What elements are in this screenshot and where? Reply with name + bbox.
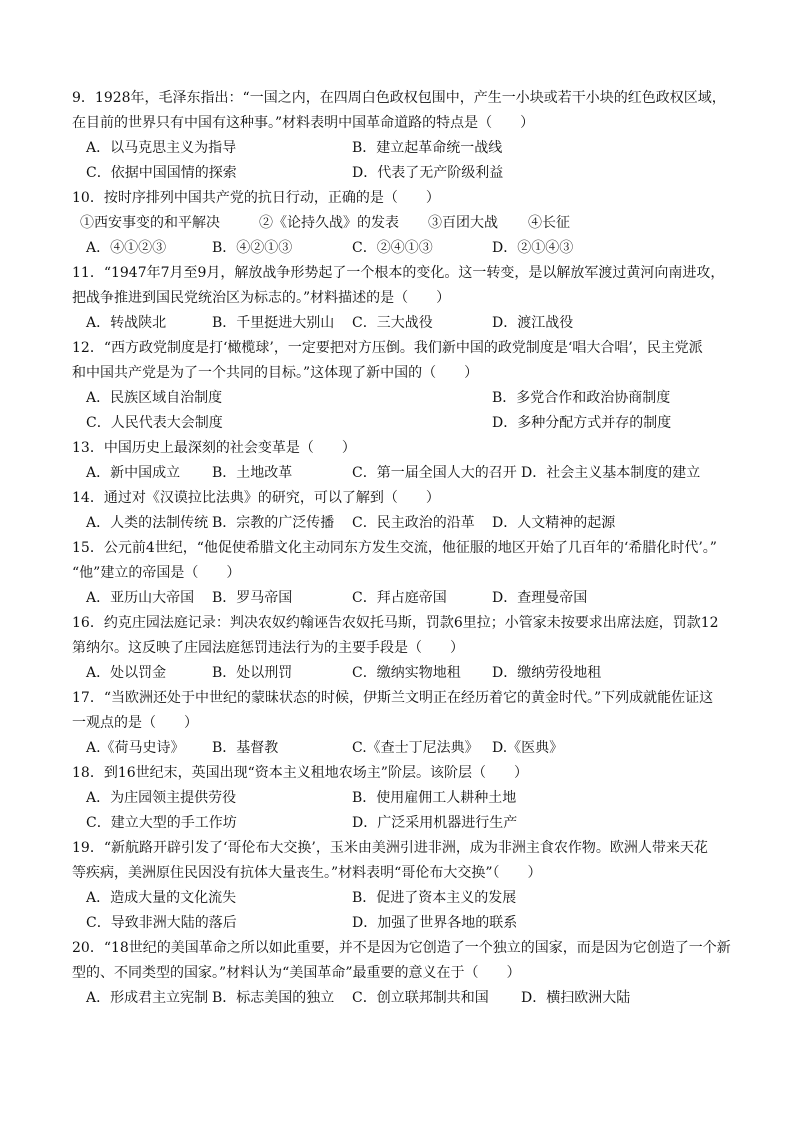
question-stem-line: 15．公元前4世纪，“他促使希腊文化主动同东方发生交流，他征服的地区开始了几百年的‘希腊化时代’。” (72, 540, 717, 556)
question-stem-line: 等疾病，美洲原住民因没有抗体大量丧生。”材料表明“哥伦布大交换”（ ） (72, 865, 542, 881)
option-b: B．使用雇佣工人耕种土地 (352, 790, 517, 806)
option-b: B．千里挺进大别山 (212, 315, 335, 331)
question-stem-line: 19．“新航路开辟引发了‘哥伦布大交换’，玉米由美洲引进非洲，成为非洲主食农作物。欧洲人带来天花 (72, 840, 708, 856)
option-d: D．加强了世界各地的联系 (352, 915, 518, 931)
question-stem-line: 一观点的是（ ） (72, 715, 198, 731)
option-c: C．拜占庭帝国 (352, 590, 447, 606)
question-stem-line: 和中国共产党是为了一个共同的目标。”这体现了新中国的（ ） (72, 365, 479, 381)
option-c: C．民主政治的沿革 (352, 515, 475, 531)
option-a: A．人类的法制传统 (86, 515, 209, 531)
question-stem-line: 把战争推进到国民党统治区为标志的。”材料描述的是（ ） (72, 290, 451, 306)
option-d: D．广泛采用机器进行生产 (352, 815, 518, 831)
option-d: D．②①④③ (492, 240, 574, 256)
option-d: D．社会主义基本制度的建立 (521, 465, 701, 481)
option-d: D．查理曼帝国 (492, 590, 588, 606)
sequence-item: ②《论持久战》的发表 (259, 215, 399, 231)
option-a: A．转战陕北 (86, 315, 167, 331)
option-c: C．依据中国国情的探索 (86, 165, 237, 181)
option-a: A.《荷马史诗》 (86, 740, 185, 756)
question-stem-line: 在目前的世界只有中国有这种事。”材料表明中国革命道路的特点是（ ） (72, 115, 535, 131)
option-d: D．渡江战役 (492, 315, 574, 331)
option-b: B．建立起革命统一战线 (352, 140, 503, 156)
option-d: D．横扫欧洲大陆 (521, 990, 631, 1006)
option-c: C．人民代表大会制度 (86, 415, 223, 431)
option-c: C．导致非洲大陆的落后 (86, 915, 237, 931)
option-a: A．民族区域自治制度 (86, 390, 223, 406)
option-d: D．人文精神的起源 (492, 515, 616, 531)
option-b: B．土地改革 (212, 465, 293, 481)
sequence-item: ④长征 (528, 215, 570, 231)
option-a: A．处以罚金 (86, 665, 167, 681)
question-stem-line: 第纳尔。这反映了庄园法庭惩罚违法行为的主要手段是（ ） (72, 640, 464, 656)
option-b: B．标志美国的独立 (212, 990, 335, 1006)
option-a: A．造成大量的文化流失 (86, 890, 237, 906)
option-a: A．④①②③ (86, 240, 167, 256)
question-stem-line: 17．“当欧洲还处于中世纪的蒙昧状态的时候，伊斯兰文明正在经历着它的黄金时代。”下列成就能佐证这 (72, 690, 714, 706)
option-a: A．亚历山大帝国 (86, 590, 195, 606)
option-c: C．三大战役 (352, 315, 433, 331)
option-c: C．创立联邦制共和国 (352, 990, 489, 1006)
option-b: B．④②①③ (212, 240, 293, 256)
option-b: B．处以刑罚 (212, 665, 293, 681)
option-a: A．为庄园领主提供劳役 (86, 790, 237, 806)
question-stem-line: 16．约克庄园法庭记录：判决农奴约翰诬告农奴托马斯，罚款6里拉；小管家未按要求出席法庭，罚款12 (72, 615, 719, 631)
sequence-item: ①西安事变的和平解决 (80, 215, 220, 231)
question-stem-line: 11．“1947年7月至9月，解放战争形势起了一个根本的变化。这一转变，是以解放军渡过黄河向南进攻， (72, 265, 725, 281)
question-stem-line: 20．“18世纪的美国革命之所以如此重要，并不是因为它创造了一个独立的国家，而是因为它创造了一个新 (72, 940, 731, 956)
option-b: B．多党合作和政治协商制度 (492, 390, 671, 406)
option-d: D．多种分配方式并存的制度 (492, 415, 672, 431)
question-stem-line: 13．中国历史上最深刻的社会变革是（ ） (72, 440, 356, 456)
option-a: A．新中国成立 (86, 465, 181, 481)
option-a: A．以马克思主义为指导 (86, 140, 237, 156)
sequence-item: ③百团大战 (428, 215, 498, 231)
question-stem-line: 9．1928年，毛泽东指出：“一国之内，在四周白色政权包围中，产生一小块或若干小块的红色政权区域， (72, 90, 726, 106)
option-b: B．罗马帝国 (212, 590, 293, 606)
option-d: D.《医典》 (492, 740, 564, 756)
option-d: D．代表了无产阶级利益 (352, 165, 504, 181)
option-c: C．缴纳实物地租 (352, 665, 461, 681)
option-b: B．促进了资本主义的发展 (352, 890, 517, 906)
option-d: D．缴纳劳役地租 (492, 665, 602, 681)
question-stem-line: 12．“西方政党制度是打‘橄榄球’，一定要把对方压倒。我们新中国的政党制度是‘唱大合唱’，民主党派 (72, 340, 703, 356)
question-stem-line: 型的、不同类型的国家。”材料认为“美国革命”最重要的意义在于（ ） (72, 965, 521, 981)
option-c: C.《查士丁尼法典》 (352, 740, 479, 756)
option-c: C．第一届全国人大的召开 (352, 465, 517, 481)
question-stem-line: “他”建立的帝国是（ ） (72, 565, 241, 581)
option-a: A．形成君主立宪制 (86, 990, 209, 1006)
question-stem-line: 18．到16世纪末，英国出现“资本主义租地农场主”阶层。该阶层（ ） (72, 765, 528, 781)
question-stem-line: 14．通过对《汉谟拉比法典》的研究，可以了解到（ ） (72, 490, 440, 506)
option-b: B．基督教 (212, 740, 279, 756)
option-c: C．建立大型的手工作坊 (86, 815, 237, 831)
option-c: C．②④①③ (352, 240, 433, 256)
option-b: B．宗教的广泛传播 (212, 515, 335, 531)
question-stem-line: 10．按时序排列中国共产党的抗日行动，正确的是（ ） (72, 190, 440, 206)
